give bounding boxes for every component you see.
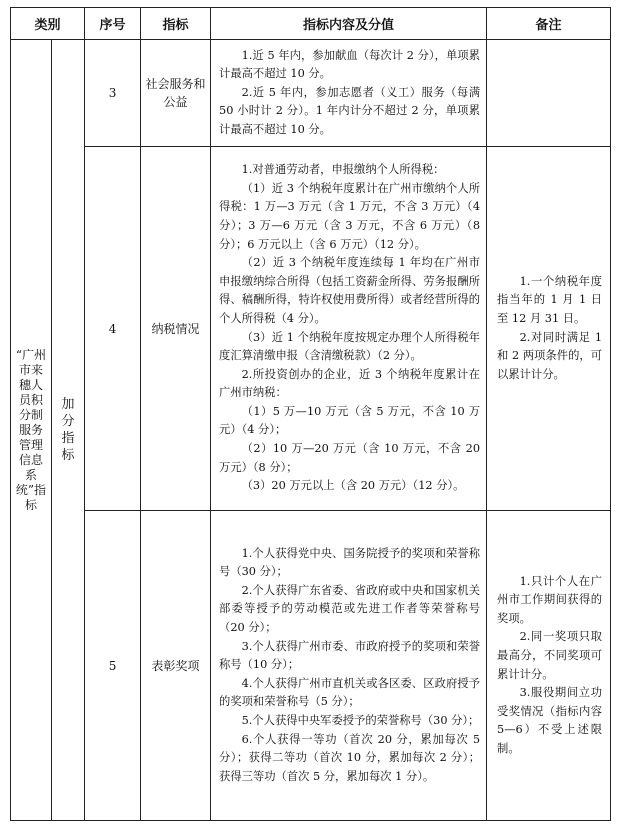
indicator-cell: 纳税情况 xyxy=(141,147,211,511)
content-line: 1.对普通劳动者，申报缴纳个人所得税： xyxy=(241,163,445,177)
table-row xyxy=(11,511,611,821)
content-line: 6.个人获得一等功（首次 20 分，累加每次 5 分）；获得二等功（首次 10 分，累加每次 2 分）；获得三等功（首次 5 分，累加每次 1 分）。 xyxy=(219,732,481,783)
category-bonus: 加分指标 xyxy=(52,40,85,821)
seq-cell: 3 xyxy=(85,40,141,147)
content-line: 1.个人获得党中央、国务院授予的奖项和荣誉称号（30 分）； xyxy=(219,546,481,579)
header-remarks: 备注 xyxy=(487,8,611,40)
table-row xyxy=(11,147,611,511)
seq-cell: 5 xyxy=(85,511,141,821)
content-line: （2）10 万—20 万元（含 10 万元，不含 20 万元）（8 分）； xyxy=(219,442,481,474)
category-system-name: “广州市来穗人员积分制服务管理信息系统”指标 xyxy=(11,40,52,821)
content-cell xyxy=(211,511,487,821)
remark-line: 1.只计个人在广州市工作期间获得的奖项。 xyxy=(497,574,603,625)
remark-line: 3.服役期间立功受奖情况（指标内容 5—6）不受上述限制。 xyxy=(497,686,603,755)
table-row xyxy=(11,40,611,147)
content-line: 5.个人获得中央军委授予的荣誉称号（30 分）； xyxy=(241,713,480,727)
remark-line: 1.一个纳税年度指当年的 1 月 1 日至 12 月 31 日。 xyxy=(497,274,603,325)
scoring-table xyxy=(10,7,611,821)
indicator-cell: 社会服务和公益 xyxy=(141,40,211,147)
indicator-cell: 表彰奖项 xyxy=(141,511,211,821)
remarks-cell xyxy=(487,511,611,821)
content-line: （3）近 1 个纳税年度按规定办理个人所得税年度汇算清缴申报（含清缴税款）（2 分）。 xyxy=(219,330,481,363)
remarks-cell xyxy=(487,147,611,511)
content-line: 4.个人获得广州市直机关或各区委、区政府授予的奖项和荣誉称号（5 分）； xyxy=(219,676,481,709)
header-indicator: 指标 xyxy=(141,8,211,40)
content-line: （2）近 3 个纳税年度连续每 1 年均在广州市申报缴纳综合所得（包括工资薪金所得、劳务报酬所得、稿酬所得，特许权使用费所得）或者经营所得的个人所得税（4 分）。 xyxy=(219,256,481,325)
content-line: （3）20 万元以上（含 20 万元）（12 分）。 xyxy=(241,479,465,493)
content-line: 2.近 5 年内，参加志愿者（义工）服务（每满 50 小时计 2 分）。1 年内计分不超过 2 分，单项累计最高不超过 10 分。 xyxy=(219,85,481,136)
content-line: 2.所投资创办的企业，近 3 个纳税年度累计在广州市纳税： xyxy=(219,367,481,400)
content-line: 2.个人获得广东省委、省政府或中央和国家机关部委等授予的劳动模范或先进工作者等荣誉称号（20 分）； xyxy=(219,583,481,635)
content-line: 3.个人获得广州市委、市政府授予的奖项和荣誉称号（10 分）； xyxy=(219,639,481,672)
seq-cell: 4 xyxy=(85,147,141,511)
remark-line: 2.对同时满足 1 和 2 两项条件的，可以累计计分。 xyxy=(497,330,603,381)
header-category: 类别 xyxy=(11,8,85,40)
remarks-cell xyxy=(487,40,611,147)
header-seq: 序号 xyxy=(85,8,141,40)
header-content: 指标内容及分值 xyxy=(211,8,487,40)
remark-line: 2.同一奖项只取最高分，不同奖项可累计计分。 xyxy=(497,630,603,681)
content-line: （1）近 3 个纳税年度累计在广州市缴纳个人所得税：1 万—3 万元（含 1 万元，不含 3 万元）（4 分）；3 万—6 万元（含 3 万元，不含 6 万元）（8 分）；6 万元以上（含 6 万元）（12 分）。 xyxy=(219,181,481,251)
content-cell xyxy=(211,40,487,147)
header-row xyxy=(11,8,611,40)
content-line: （1）5 万—10 万元（含 5 万元，不含 10 万元）（4 分）； xyxy=(219,404,481,437)
content-cell xyxy=(211,147,487,511)
content-line: 1.近 5 年内，参加献血（每次计 2 分），单项累计最高不超过 10 分。 xyxy=(219,48,481,81)
